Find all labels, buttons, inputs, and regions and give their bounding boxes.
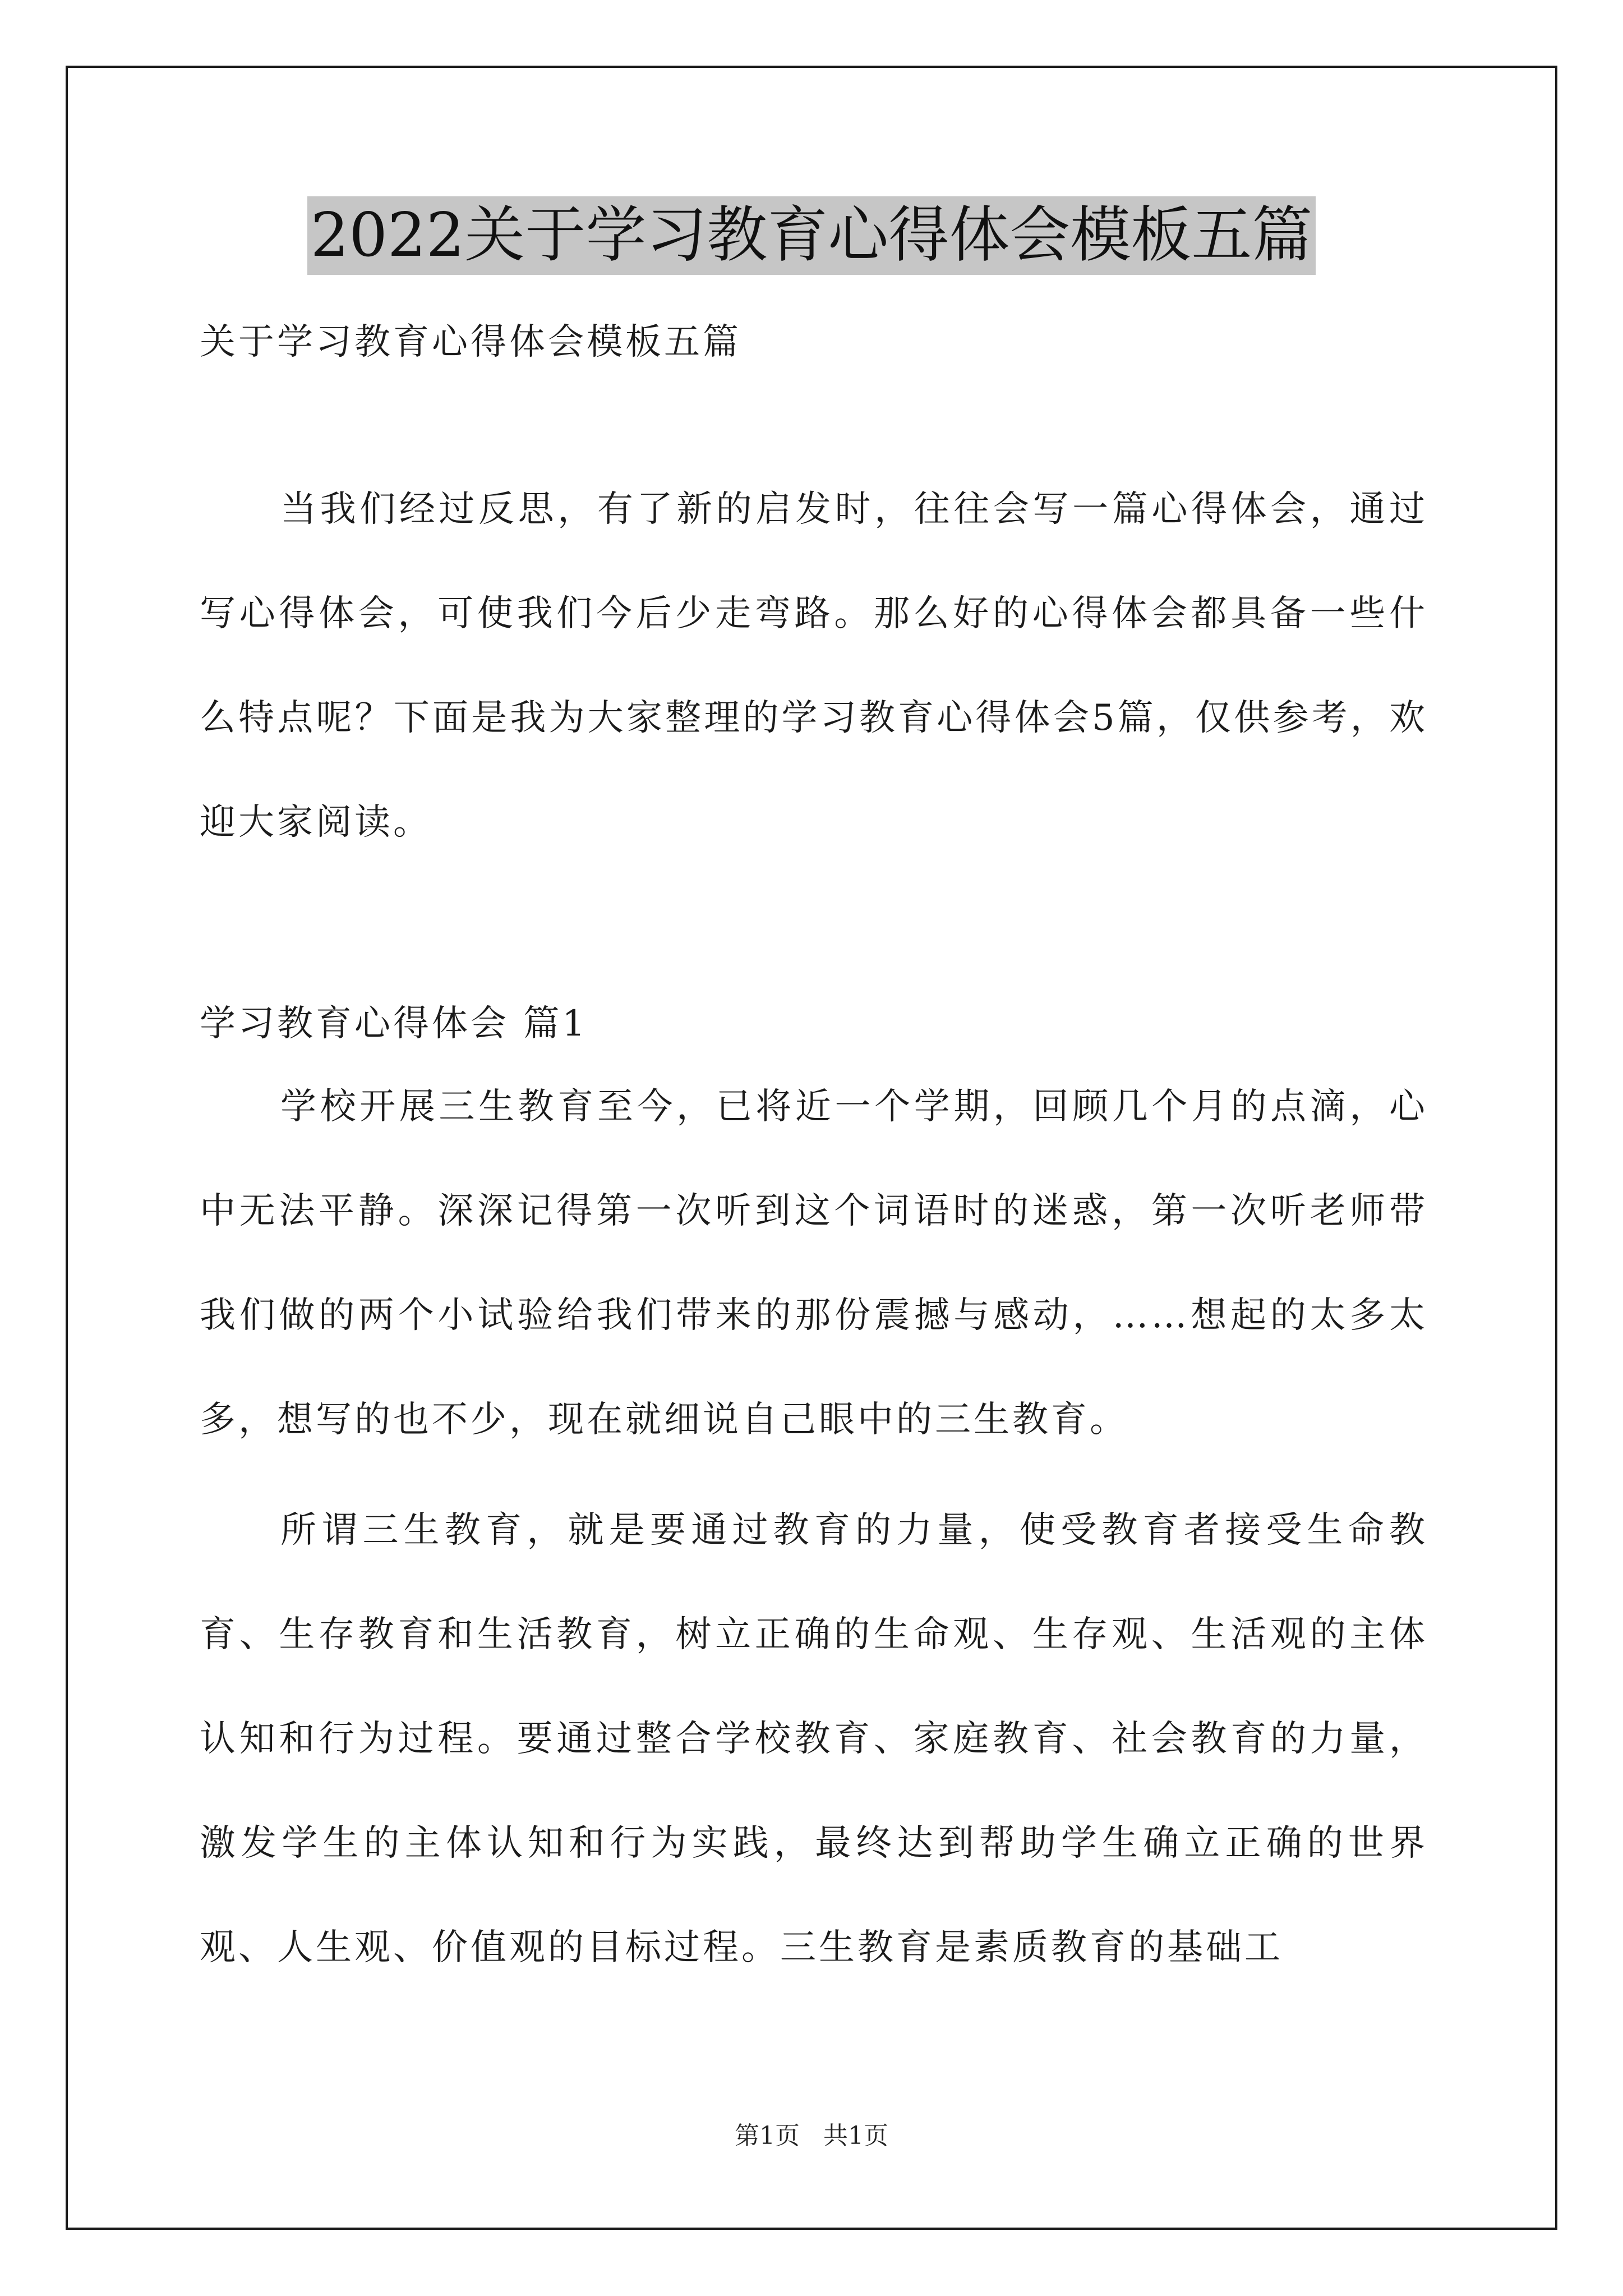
section-paragraph-block-2	[200, 1478, 1428, 2000]
section-paragraph-block-1	[200, 1055, 1428, 1472]
section-paragraph-1: 学校开展三生教育至今，已将近一个学期，回顾几个月的点滴，心中无法平静。深深记得第一次听到这个词语时的迷惑，第一次听老师带我们做的两个小试验给我们带来的那份震撼与感动，……想起的太多太多，想写的也不少，现在就细说自己眼中的三生教育。	[200, 1086, 1428, 1441]
page-footer: 第1页 共1页	[735, 2122, 888, 2150]
section-paragraph-2: 所谓三生教育，就是要通过教育的力量，使受教育者接受生命教育、生存教育和生活教育，树立正确的生命观、生存观、生活观的主体认知和行为过程。要通过整合学校教育、家庭教育、社会教育的力量，激发学生的主体认知和行为实践，最终达到帮助学生确立正确的世界观、人生观、价值观的目标过程。三生教育是素质教育的基础工	[200, 1510, 1428, 1968]
document-subtitle: 关于学习教育心得体会模板五篇	[200, 321, 741, 363]
intro-paragraph-block	[200, 457, 1428, 875]
section-heading: 学习教育心得体会 篇1	[200, 1003, 588, 1045]
title-container	[0, 196, 1623, 275]
intro-paragraph: 当我们经过反思，有了新的启发时，往往会写一篇心得体会，通过写心得体会，可使我们今后少走弯路。那么好的心得体会都具备一些什么特点呢？下面是我为大家整理的学习教育心得体会5篇，仅供参考，欢迎大家阅读。	[200, 489, 1428, 843]
document-title: 2022关于学习教育心得体会模板五篇	[307, 196, 1316, 275]
